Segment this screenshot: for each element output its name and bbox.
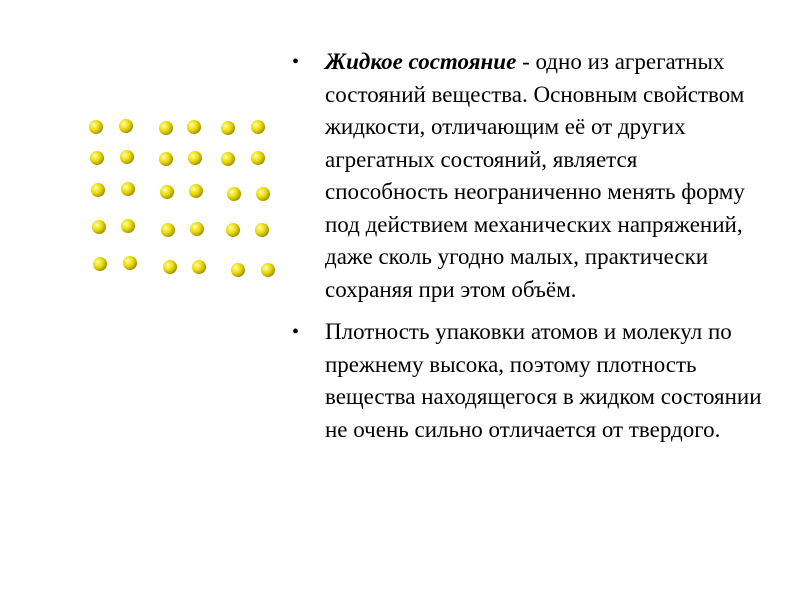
molecule-particle bbox=[251, 151, 265, 165]
molecule-particle bbox=[251, 120, 265, 134]
molecules-illustration bbox=[80, 110, 280, 290]
molecule-particle bbox=[255, 223, 269, 237]
molecule-particle bbox=[256, 187, 270, 201]
molecule-particle bbox=[121, 219, 135, 233]
molecule-particle bbox=[163, 260, 177, 274]
slide-text bbox=[292, 46, 762, 456]
molecule-particle bbox=[89, 120, 103, 134]
molecule-particle bbox=[221, 121, 235, 135]
molecule-particle bbox=[190, 222, 204, 236]
molecule-particle bbox=[93, 257, 107, 271]
molecule-particle bbox=[121, 182, 135, 196]
molecule-particle bbox=[187, 120, 201, 134]
molecule-particle bbox=[226, 223, 240, 237]
liquid-molecules-illustration bbox=[80, 110, 280, 290]
molecule-particle bbox=[192, 260, 206, 274]
molecule-particle bbox=[261, 263, 275, 277]
molecule-particle bbox=[221, 152, 235, 166]
bullet-list bbox=[292, 46, 762, 446]
bullet-text: - одно из агрегатных состояний вещества. Основным свойством жидкости, отличающим её от других агрегатных состояний, является способность неограниченно менять форму под действием механических напряжений, даже сколь угодно малых, практически сохраняя при этом объём. bbox=[325, 49, 745, 302]
bullet-item-liquid-state bbox=[292, 46, 762, 306]
molecule-particle bbox=[227, 187, 241, 201]
molecule-particle bbox=[119, 119, 133, 133]
term-liquid-state: Жидкое состояние bbox=[325, 49, 517, 74]
bullet-icon: • bbox=[292, 321, 300, 343]
molecule-particle bbox=[91, 183, 105, 197]
molecule-particle bbox=[160, 185, 174, 199]
bullet-text: Плотность упаковки атомов и молекул по прежнему высока, поэтому плотность вещества находящегося в жидком состоянии не очень сильно отличается от твердого. bbox=[325, 319, 762, 442]
molecule-particle bbox=[189, 184, 203, 198]
molecule-particle bbox=[159, 121, 173, 135]
molecule-particle bbox=[90, 151, 104, 165]
bullet-icon: • bbox=[292, 51, 300, 73]
molecule-particle bbox=[231, 263, 245, 277]
molecule-particle bbox=[188, 151, 202, 165]
molecule-particle bbox=[120, 150, 134, 164]
molecule-particle bbox=[92, 220, 106, 234]
molecule-particle bbox=[159, 152, 173, 166]
bullet-item-packing-density bbox=[292, 316, 762, 446]
molecule-particle bbox=[161, 223, 175, 237]
molecule-particle bbox=[123, 256, 137, 270]
